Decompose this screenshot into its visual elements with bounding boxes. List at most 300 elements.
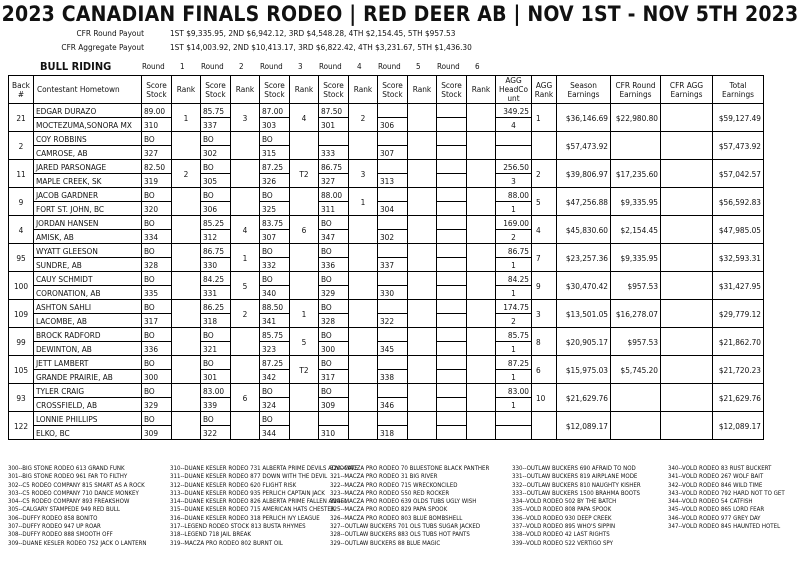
stock-number: 326 (260, 174, 290, 188)
stock-number: 322 (201, 426, 231, 440)
legend-entry: 337--VOLD RODEO 895 WHO'S SIPPIN (512, 523, 616, 531)
cfr-round: $5,745.20 (611, 356, 661, 384)
season: $57,473.92 (557, 132, 611, 160)
contestant-name: COY ROBBINS (34, 132, 142, 146)
header-back: Back # (9, 76, 34, 104)
legend-entry: 342--VOLD RODEO 846 WILD TIME (668, 481, 763, 489)
back-number: 2 (9, 132, 34, 160)
round-score (378, 328, 408, 342)
legend-entry: 345--VOLD RODEO 865 LORD FEAR (668, 506, 765, 514)
stock-number (437, 146, 467, 160)
stock-number: 321 (201, 342, 231, 356)
season: $45,830.60 (557, 216, 611, 244)
round-score: 88.50 (260, 300, 290, 314)
legend-entry: 320--MACZA PRO RODEO 70 BLUESTONE BLACK PANTHER (330, 465, 490, 472)
stock-number: 346 (378, 398, 408, 412)
round-score: BO (201, 412, 231, 426)
season: $36,146.69 (557, 104, 611, 132)
round-rank (408, 272, 437, 300)
round-score: 83.00 (201, 384, 231, 398)
round-rank (290, 132, 319, 160)
header-rank: Rank (172, 76, 201, 104)
round-rank (408, 328, 437, 356)
round-rank (408, 216, 437, 244)
cfr-agg (661, 356, 713, 384)
round-rank (231, 412, 260, 440)
aggregate-payout-value: 1ST $14,003.92, 2ND $10,413.17, 3RD $6,822.42, 4TH $3,231.67, 5TH $1,436.30 (170, 42, 472, 52)
round-rank (467, 328, 496, 356)
agg-count: 1 (496, 342, 532, 356)
contestant-hometown: FORT ST. JOHN, BC (34, 202, 142, 216)
contestant-row (9, 356, 764, 370)
round-score: 86.75 (319, 160, 349, 174)
stock-number: 335 (142, 286, 172, 300)
back-number: 21 (9, 104, 34, 132)
legend-entry: 324--MACZA PRO RODEO 639 OLDS TUBS UGLY WISH (330, 498, 477, 506)
legend-entry: 302--C5 RODEO COMPANY 815 SMART AS A ROCK (8, 481, 145, 489)
round-rank (467, 104, 496, 132)
stock-number (437, 286, 467, 300)
stock-number: 317 (319, 370, 349, 384)
stock-number: 325 (260, 202, 290, 216)
agg-score (496, 412, 532, 426)
round-score: BO (201, 328, 231, 342)
total: $29,779.12 (713, 300, 764, 328)
legend-entry: 303--C5 RODEO COMPANY 710 DANCE MONKEY (8, 489, 139, 497)
cfr-round: $957.53 (611, 272, 661, 300)
cfr-agg (661, 244, 713, 272)
contestant-row (9, 328, 764, 342)
stock-number: 333 (319, 146, 349, 160)
round-rank (467, 384, 496, 412)
round-rank: 1 (231, 244, 260, 272)
stock-number: 304 (378, 202, 408, 216)
contestant-row (9, 104, 764, 118)
cfr-agg (661, 412, 713, 440)
contestant-row (9, 300, 764, 314)
round-rank (290, 412, 319, 440)
stock-number: 324 (260, 398, 290, 412)
cfr-agg (661, 328, 713, 356)
back-number: 95 (9, 244, 34, 272)
round-rank (290, 384, 319, 412)
round-score (378, 384, 408, 398)
round-score (437, 272, 467, 286)
round-rank: T2 (290, 356, 319, 384)
round-rank (172, 356, 201, 384)
contestant-hometown: CROSSFIELD, AB (34, 398, 142, 412)
round-score: BO (142, 132, 172, 146)
cfr-agg (661, 272, 713, 300)
round-score: 86.25 (201, 300, 231, 314)
round-rank (467, 188, 496, 216)
round-rank: 3 (349, 160, 378, 188)
contestant-name: WYATT GLEESON (34, 244, 142, 258)
round-score: BO (319, 244, 349, 258)
stock-number: 329 (319, 286, 349, 300)
cfr-round: $17,235.60 (611, 160, 661, 188)
stock-number: 322 (378, 314, 408, 328)
stock-number: 334 (142, 230, 172, 244)
legend-entry: 307--DUFFY RODEO 947 UP ROAR (8, 523, 101, 531)
stock-number (437, 398, 467, 412)
round-score: BO (319, 300, 349, 314)
round-rank (467, 216, 496, 244)
back-number: 105 (9, 356, 34, 384)
round-score: 89.00 (142, 104, 172, 118)
round-rank (408, 104, 437, 132)
stock-number: 310 (142, 118, 172, 132)
contestant-name: JETT LAMBERT (34, 356, 142, 370)
round-score: BO (142, 188, 172, 202)
header-total: Total Earnings (713, 76, 764, 104)
legend-entry: 311--DUANE KESLER RODEO 877 DOWN WITH THE DEVIL (170, 473, 328, 481)
round-score: BO (319, 384, 349, 398)
round-score (437, 104, 467, 118)
agg-score: 169.00 (496, 216, 532, 230)
round-rank (467, 412, 496, 440)
legend-entry: 328--OUTLAW BUCKERS 883 OLS TUBS HOT PANTS (330, 531, 470, 539)
round-score: BO (260, 272, 290, 286)
round-score (378, 160, 408, 174)
header-rank: Rank (467, 76, 496, 104)
round-rank: 6 (231, 384, 260, 412)
round-score: BO (142, 272, 172, 286)
round-score: 85.75 (201, 104, 231, 118)
header-row (9, 76, 764, 104)
contestant-hometown: MOCTEZUMA,SONORA MX (34, 118, 142, 132)
total: $21,720.23 (713, 356, 764, 384)
stock-number: 342 (260, 370, 290, 384)
legend-entry: 319--MACZA PRO RODEO 802 BURNT OIL (170, 539, 283, 547)
legend-entry: 310--DUANE KESLER RODEO 731 ALBERTA PRIME DEVILS ADVOCATE (170, 465, 358, 472)
round-rank (349, 300, 378, 328)
legend-entry: 343--VOLD RODEO 792 HARD NOT TO GET (668, 489, 785, 497)
legend-entry: 314--DUANE KESLER RODEO 826 ALBERTA PRIME FALLEN ANGEL (170, 498, 348, 506)
page-title: 2023 CANADIAN FINALS RODEO | RED DEER AB | NOV 1ST - NOV 5TH 2023 (1, 2, 799, 26)
contestant-name: TYLER CRAIG (34, 384, 142, 398)
round-score: BO (260, 132, 290, 146)
event-name: BULL RIDING (40, 60, 112, 73)
legend-entry: 321--MACZA PRO RODEO 31 BIG RIVER (330, 473, 438, 481)
round-score: BO (201, 160, 231, 174)
legend-entry: 304--C5 RODEO COMPANY 893 FREAKSHOW (8, 498, 130, 506)
legend-entry: 331--OUTLAW BUCKERS 819 AIRPLANE MODE (512, 473, 638, 481)
back-number: 4 (9, 216, 34, 244)
round-score (378, 216, 408, 230)
stock-number: 328 (142, 258, 172, 272)
cfr-round (611, 132, 661, 160)
header-score-stock: Score Stock (201, 76, 231, 104)
round-rank (231, 132, 260, 160)
agg-count: 1 (496, 258, 532, 272)
round-number: 5 (416, 62, 421, 71)
stock-number: 341 (260, 314, 290, 328)
round-score: BO (319, 216, 349, 230)
stock-number: 339 (201, 398, 231, 412)
legend-entry: 330--OUTLAW BUCKERS 690 AFRAID TO NOD (512, 465, 636, 472)
contestant-row (9, 132, 764, 146)
stock-number (437, 202, 467, 216)
total: $21,629.76 (713, 384, 764, 412)
legend-entry: 322--MACZA PRO RODEO 715 WRECKONCILED (330, 481, 458, 489)
round-label: Round (201, 62, 224, 71)
round-rank (467, 300, 496, 328)
round-rank (408, 188, 437, 216)
contestant-row (9, 244, 764, 258)
round-rank (172, 188, 201, 216)
cfr-round: $957.53 (611, 328, 661, 356)
round-score: BO (260, 384, 290, 398)
round-rank (349, 132, 378, 160)
round-rank (349, 272, 378, 300)
legend-entry: 335--VOLD RODEO 808 PAPA SPOOK (512, 506, 612, 514)
round-rank (290, 272, 319, 300)
round-rank (172, 328, 201, 356)
cfr-agg (661, 132, 713, 160)
round-rank: 6 (290, 216, 319, 244)
round-rank (290, 244, 319, 272)
agg-score: 86.75 (496, 244, 532, 258)
agg-score: 87.25 (496, 356, 532, 370)
round-rank (290, 188, 319, 216)
legend-column (8, 465, 147, 548)
contestant-hometown: SUNDRE, AB (34, 258, 142, 272)
agg-score: 83.00 (496, 384, 532, 398)
round-label: Round (260, 62, 283, 71)
cfr-agg (661, 160, 713, 188)
contestant-hometown: DEWINTON, AB (34, 342, 142, 356)
round-rank (172, 412, 201, 440)
header-score-stock: Score Stock (260, 76, 290, 104)
aggregate-payout-label: CFR Aggregate Payout (61, 42, 144, 52)
legend-entry: 332--OUTLAW BUCKERS 810 NAUGHTY KISHER (512, 481, 641, 489)
round-label: Round (142, 62, 165, 71)
legend-entry: 327--OUTLAW BUCKERS 701 OLS TUBS SUGAR JACKED (330, 523, 481, 531)
legend-entry: 309--DUANE KESLER RODEO 752 JACK O LANTERN (8, 539, 147, 547)
agg-rank: 2 (532, 160, 557, 188)
header-rank: Rank (231, 76, 260, 104)
round-rank (231, 160, 260, 188)
contestant-hometown: GRANDE PRAIRIE, AB (34, 370, 142, 384)
round-score: BO (319, 272, 349, 286)
contestant-name: BROCK RADFORD (34, 328, 142, 342)
header-cfr-agg: CFR AGG Earnings (661, 76, 713, 104)
agg-rank: 6 (532, 356, 557, 384)
round-rank (172, 244, 201, 272)
round-rank (467, 160, 496, 188)
stock-number: 336 (142, 342, 172, 356)
header-score-stock: Score Stock (378, 76, 408, 104)
contestant-name: JORDAN HANSEN (34, 216, 142, 230)
header-score-stock: Score Stock (319, 76, 349, 104)
round-score (378, 300, 408, 314)
stock-number: 306 (378, 118, 408, 132)
stock-number: 323 (260, 342, 290, 356)
season: $30,470.42 (557, 272, 611, 300)
stock-number (437, 258, 467, 272)
round-rank (467, 132, 496, 160)
round-rank: T2 (290, 160, 319, 188)
round-score (437, 384, 467, 398)
round-score (437, 160, 467, 174)
round-rank: 1 (290, 300, 319, 328)
back-number: 99 (9, 328, 34, 356)
stock-number (437, 118, 467, 132)
legend-entry: 315--DUANE KESLER RODEO 715 AMERICAN HATS CHESTER (170, 506, 335, 514)
round-rank (172, 272, 201, 300)
contestant-row (9, 412, 764, 426)
back-number: 109 (9, 300, 34, 328)
agg-score: 349.25 (496, 104, 532, 118)
round-score: 87.25 (260, 356, 290, 370)
total: $21,862.70 (713, 328, 764, 356)
stock-number: 306 (201, 202, 231, 216)
round-score (319, 412, 349, 426)
round-rank (231, 356, 260, 384)
agg-rank (532, 132, 557, 160)
agg-rank: 7 (532, 244, 557, 272)
round-score (378, 188, 408, 202)
total: $57,473.92 (713, 132, 764, 160)
round-score (437, 300, 467, 314)
cfr-round (611, 412, 661, 440)
contestant-name: ASHTON SAHLI (34, 300, 142, 314)
stock-number: 301 (201, 370, 231, 384)
legend-entry: 305--CALGARY STAMPEDE 949 RED BULL (8, 506, 120, 514)
stock-number: 329 (142, 398, 172, 412)
round-number: 6 (475, 62, 480, 71)
legend-entry: 313--DUANE KESLER RODEO 935 PERLICH CAPTAIN JACK (170, 489, 325, 497)
round-score (378, 132, 408, 146)
round-rank: 1 (172, 104, 201, 132)
back-number: 11 (9, 160, 34, 188)
season: $39,806.97 (557, 160, 611, 188)
round-score (378, 272, 408, 286)
round-rank (467, 356, 496, 384)
total: $12,089.17 (713, 412, 764, 440)
season: $47,256.88 (557, 188, 611, 216)
contestant-row (9, 188, 764, 202)
season: $13,501.05 (557, 300, 611, 328)
stock-number: 337 (201, 118, 231, 132)
agg-score: 174.75 (496, 300, 532, 314)
stock-number: 312 (201, 230, 231, 244)
round-rank (408, 132, 437, 160)
round-score (437, 244, 467, 258)
round-score: BO (201, 188, 231, 202)
cfr-round: $22,980.80 (611, 104, 661, 132)
stock-number: 330 (378, 286, 408, 300)
cfr-agg (661, 384, 713, 412)
round-rank (231, 328, 260, 356)
stock-number: 318 (201, 314, 231, 328)
cfr-agg (661, 216, 713, 244)
season: $20,905.17 (557, 328, 611, 356)
agg-count: 1 (496, 286, 532, 300)
round-score: BO (142, 384, 172, 398)
header-agg-rank: AGG Rank (532, 76, 557, 104)
contestant-row (9, 216, 764, 230)
back-number: 100 (9, 272, 34, 300)
round-rank (231, 188, 260, 216)
cfr-agg (661, 188, 713, 216)
stock-number: 307 (260, 230, 290, 244)
agg-rank: 9 (532, 272, 557, 300)
round-score: 85.75 (260, 328, 290, 342)
agg-count (496, 426, 532, 440)
round-rank (349, 216, 378, 244)
agg-count: 1 (496, 398, 532, 412)
stock-number: 315 (260, 146, 290, 160)
round-score (437, 356, 467, 370)
agg-score (496, 132, 532, 146)
stock-number: 347 (319, 230, 349, 244)
stock-number: 336 (319, 258, 349, 272)
header-rank: Rank (349, 76, 378, 104)
round-rank (467, 244, 496, 272)
legend-entry: 317--LEGEND RODEO STOCK 813 BUSTA RHYMES (170, 523, 306, 531)
round-score: BO (142, 356, 172, 370)
round-score: 87.00 (260, 104, 290, 118)
contestant-row (9, 272, 764, 286)
round-score: BO (142, 328, 172, 342)
agg-rank: 5 (532, 188, 557, 216)
round-rank (408, 300, 437, 328)
agg-rank: 8 (532, 328, 557, 356)
contestant-hometown: CAMROSE, AB (34, 146, 142, 160)
cfr-round: $16,278.07 (611, 300, 661, 328)
stock-number: 300 (142, 370, 172, 384)
round-score: 87.25 (260, 160, 290, 174)
header-agg-headcount: AGG HeadCo unt (496, 76, 532, 104)
round-rank: 5 (290, 328, 319, 356)
stock-number: 311 (319, 202, 349, 216)
contestant-hometown: CORONATION, AB (34, 286, 142, 300)
stock-number (437, 370, 467, 384)
back-number: 122 (9, 412, 34, 440)
round-score (437, 216, 467, 230)
legend-entry: 306--DUFFY RODEO 858 BONITO (8, 514, 98, 522)
round-score: 86.75 (201, 244, 231, 258)
agg-rank (532, 412, 557, 440)
round-score: 84.25 (201, 272, 231, 286)
round-score: 83.75 (260, 216, 290, 230)
round-score: BO (142, 300, 172, 314)
legend-entry: 323--MACZA PRO RODEO 550 RED ROCKER (330, 489, 450, 497)
stock-number: 330 (201, 258, 231, 272)
stock-number: 327 (319, 174, 349, 188)
round-score (437, 132, 467, 146)
total: $31,427.95 (713, 272, 764, 300)
round-rank (349, 356, 378, 384)
round-score (378, 244, 408, 258)
stock-number (437, 230, 467, 244)
legend-entry: 339--VOLD RODEO 522 VERTIGO SPY (512, 539, 613, 547)
stock-number: 344 (260, 426, 290, 440)
round-score (437, 412, 467, 426)
round-rank (408, 412, 437, 440)
contestant-name: LONNIE PHILLIPS (34, 412, 142, 426)
stock-number: 338 (378, 370, 408, 384)
legend-entry: 312--DUANE KESLER RODEO 620 FLIGHT RISK (170, 481, 297, 489)
contestant-name: JACOB GARDNER (34, 188, 142, 202)
legend-entry: 336--VOLD RODEO 930 DEEP CREEK (512, 514, 612, 522)
round-rank: 5 (231, 272, 260, 300)
round-rank: 1 (349, 188, 378, 216)
contestant-hometown: LACOMBE, AB (34, 314, 142, 328)
stock-number: 302 (378, 230, 408, 244)
